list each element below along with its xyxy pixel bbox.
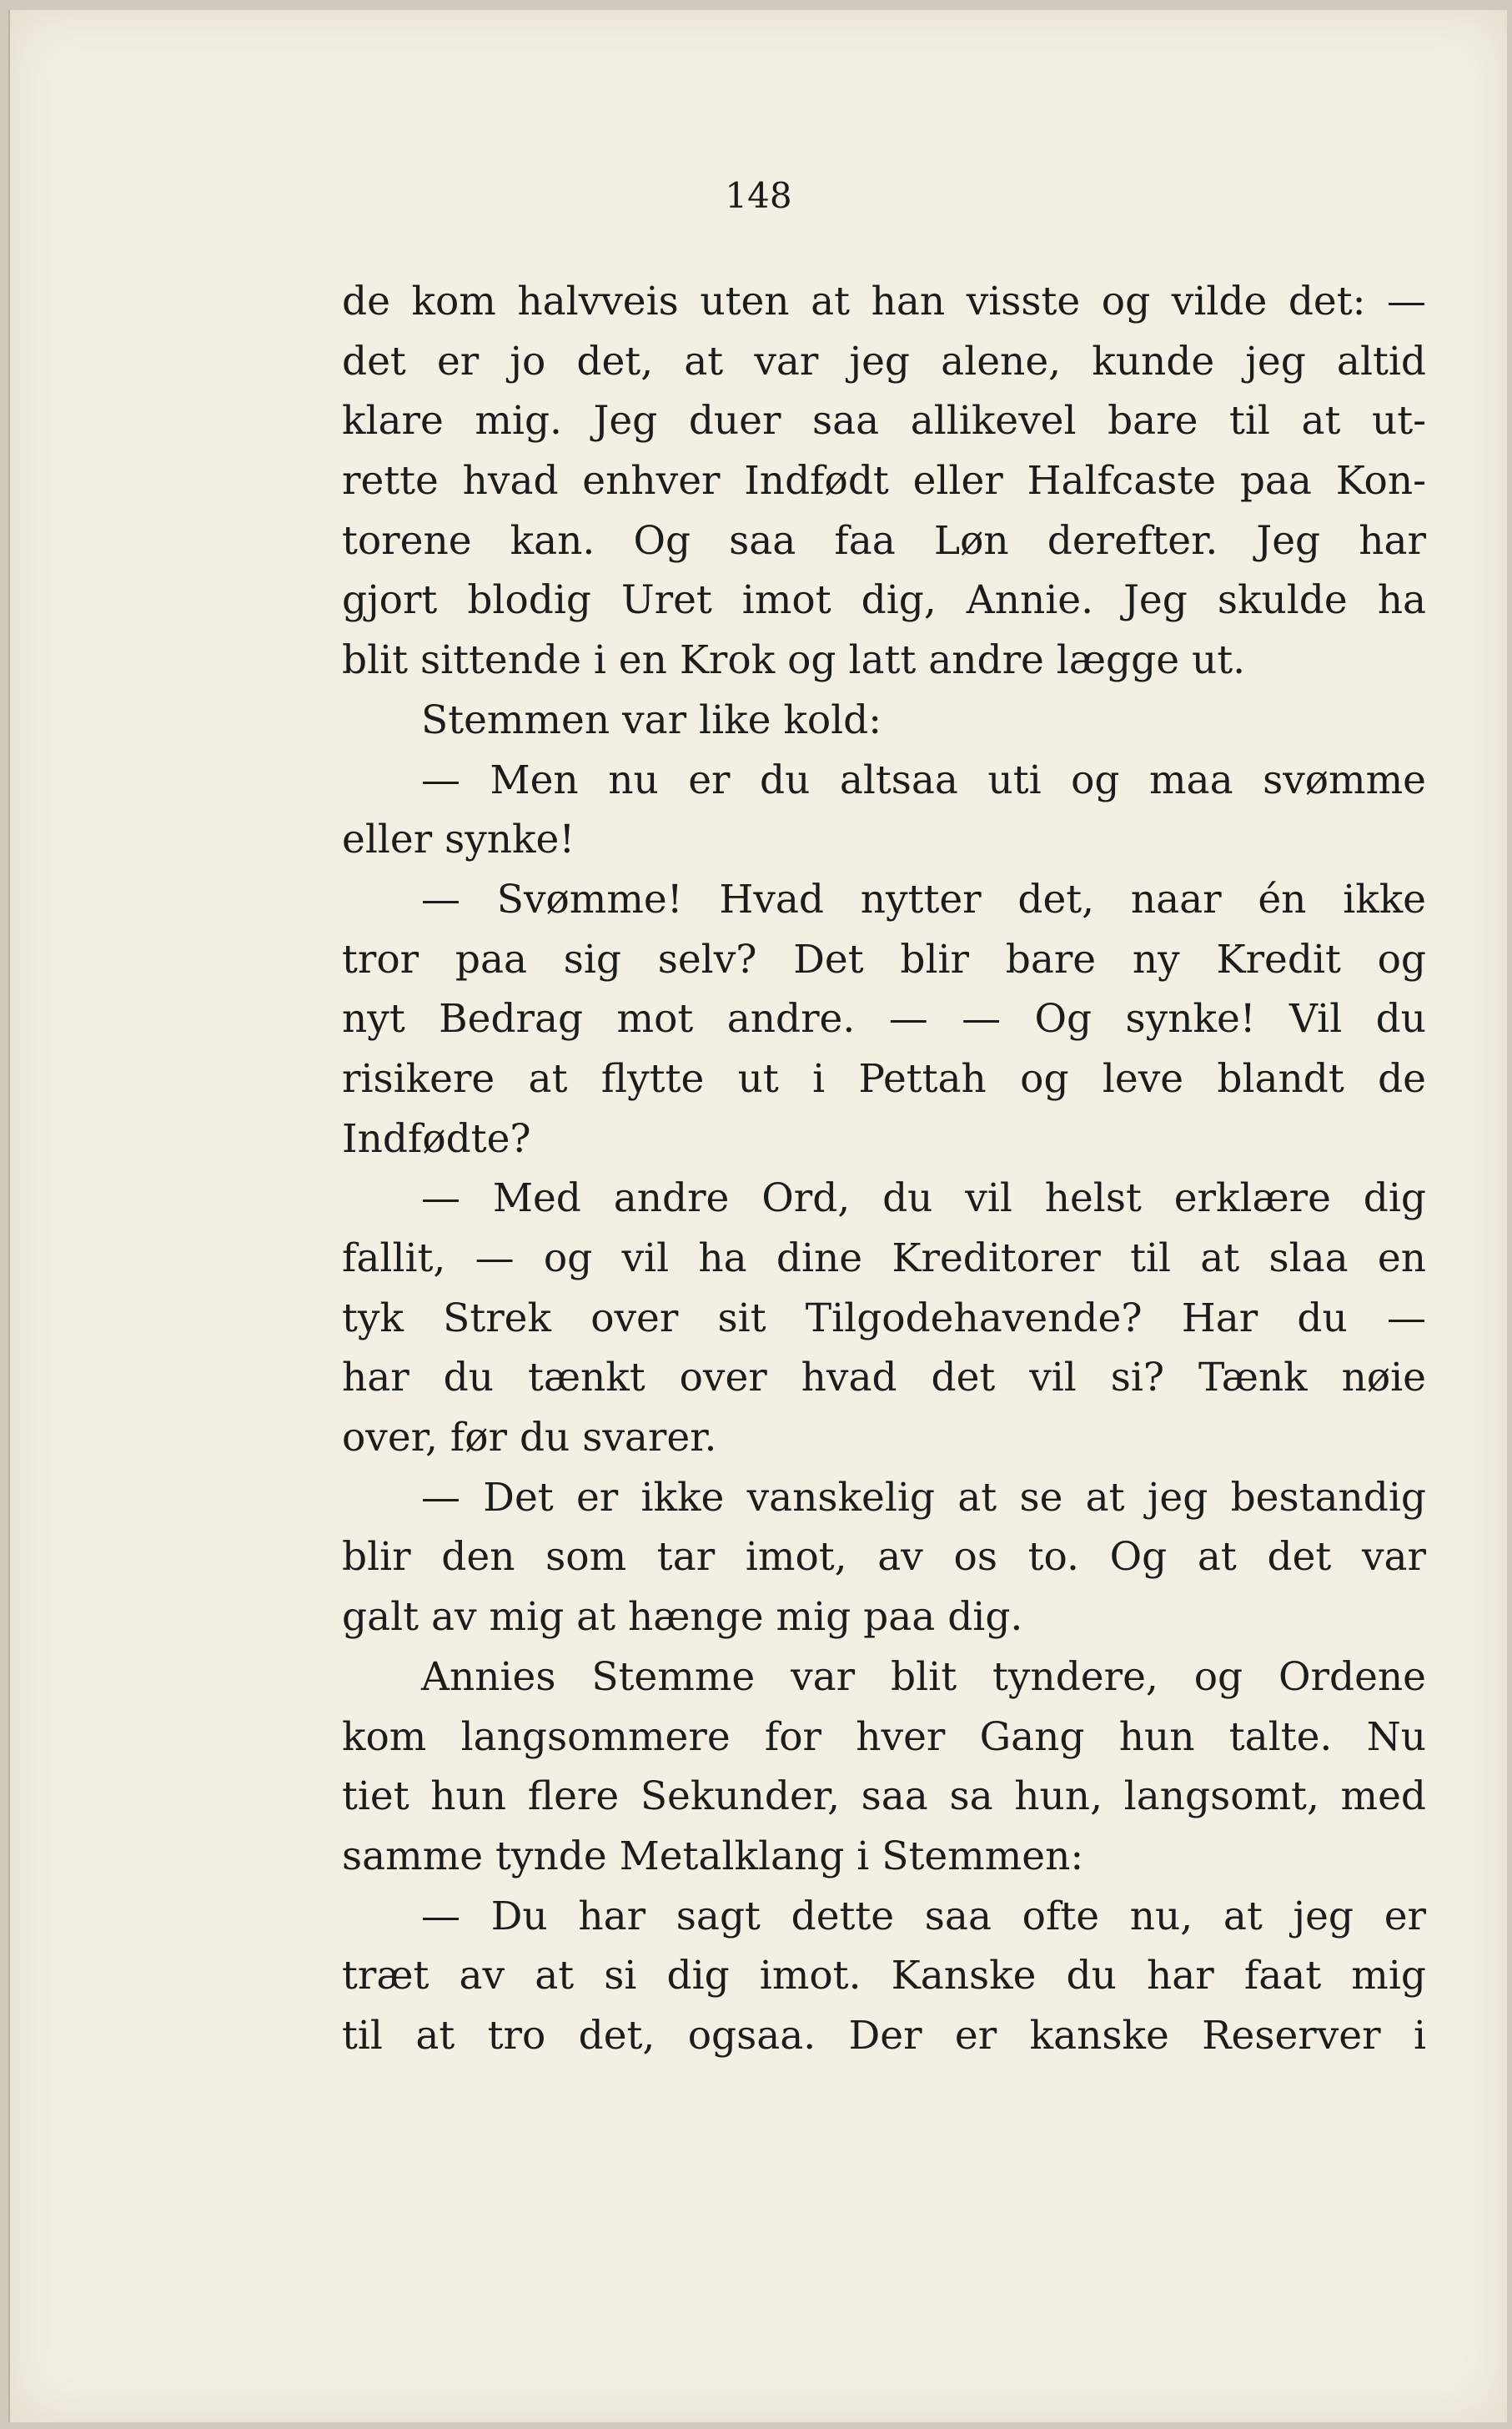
text-line: — Du har sagt dette saa ofte nu, at jeg er	[421, 1893, 1426, 1939]
text-line: nyt Bedrag mot andre. — — Og synke! Vil du	[342, 996, 1426, 1043]
text-line: — Men nu er du altsaa uti og maa svømme	[421, 757, 1426, 803]
text-line: Stemmen var like kold:	[421, 697, 882, 743]
text-line: — Svømme! Hvad nytter det, naar én ikke	[421, 876, 1426, 923]
text-line: gjort blodig Uret imot dig, Annie. Jeg skulde ha	[342, 577, 1426, 624]
text-line: samme tynde Metalklang i Stemmen:	[342, 1833, 1084, 1879]
page-number: 148	[725, 175, 792, 216]
text-line: risikere at flytte ut i Pettah og leve blandt de	[342, 1055, 1426, 1102]
text-line: det er jo det, at var jeg alene, kunde jeg altid	[342, 338, 1426, 385]
text-line: blit sittende i en Krok og latt andre lægge ut.	[342, 637, 1246, 684]
text-line: Annies Stemme var blit tyndere, og Ordene	[421, 1653, 1426, 1700]
text-line: tyk Strek over sit Tilgodehavende? Har du —	[342, 1295, 1426, 1341]
text-line: over, før du svarer.	[342, 1415, 717, 1461]
text-line: træt av at si dig imot. Kanske du har faat mig	[342, 1953, 1426, 1999]
text-line: rette hvad enhver Indfødt eller Halfcaste paa Kon-	[342, 458, 1426, 505]
text-line: til at tro det, ogsaa. Der er kanske Reserver i	[342, 2012, 1426, 2059]
text-line: kom langsommere for hver Gang hun talte. Nu	[342, 1713, 1426, 1760]
text-line: klare mig. Jeg duer saa allikevel bare til at ut-	[342, 398, 1426, 445]
text-line: — Med andre Ord, du vil helst erklære dig	[421, 1175, 1426, 1222]
text-line: fallit, — og vil ha dine Kreditorer til at slaa en	[342, 1235, 1426, 1281]
text-line: eller synke!	[342, 817, 575, 863]
text-line: Indfødte?	[342, 1115, 531, 1162]
text-line: tror paa sig selv? Det blir bare ny Kredit og	[342, 936, 1426, 983]
text-line: de kom halvveis uten at han visste og vilde det: —	[342, 279, 1426, 324]
text-line: torene kan. Og saa faa Løn derefter. Jeg har	[342, 517, 1426, 564]
text-line: tiet hun flere Sekunder, saa sa hun, langsomt, med	[342, 1773, 1426, 1820]
text-line: har du tænkt over hvad det vil si? Tænk nøie	[342, 1355, 1426, 1401]
body-text	[342, 272, 1426, 2066]
text-line: blir den som tar imot, av os to. Og at det var	[342, 1534, 1426, 1581]
book-page	[8, 10, 1507, 2422]
text-line: galt av mig at hænge mig paa dig.	[342, 1594, 1023, 1641]
text-line: — Det er ikke vanskelig at se at jeg bestandig	[421, 1474, 1426, 1521]
